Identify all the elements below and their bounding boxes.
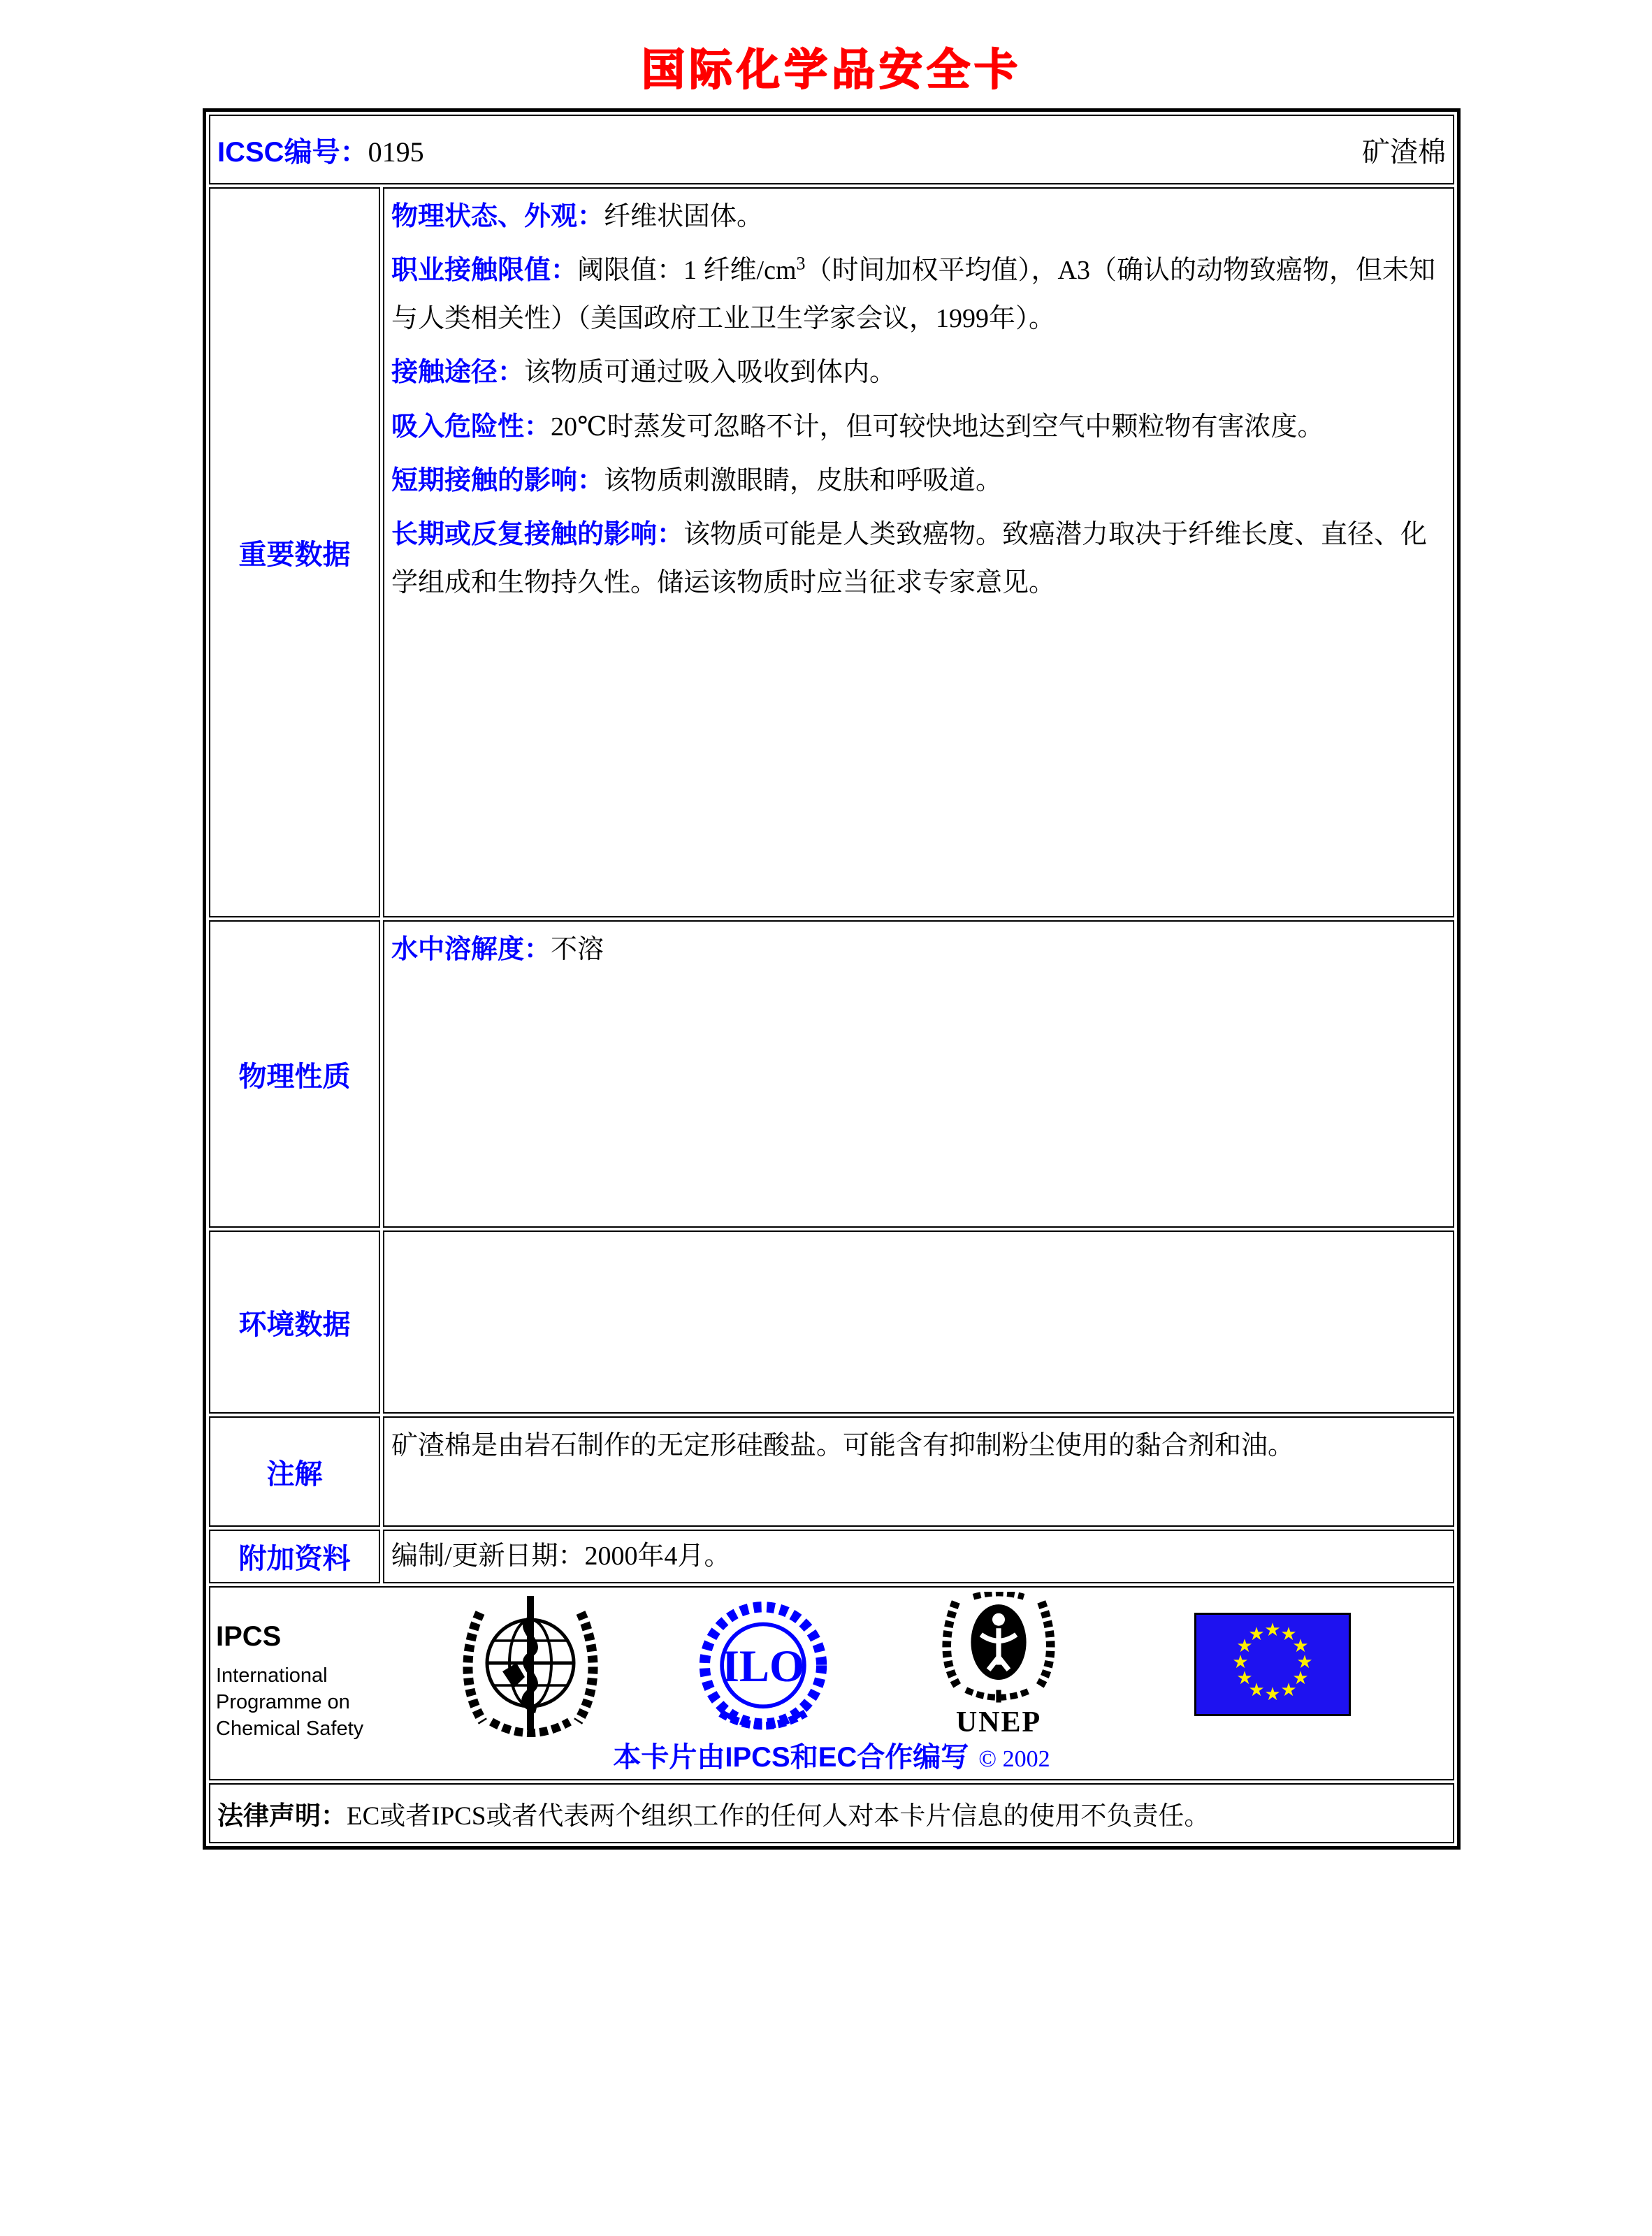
svg-text:★: ★ [1264,1684,1281,1706]
eu-flag-icon [1194,1613,1351,1716]
ilo-logo-icon [697,1602,829,1742]
field-label: 长期或反复接触的影响： [391,519,684,549]
header-row [209,115,1454,184]
svg-text:★: ★ [1280,1680,1297,1701]
additional-info-text: 编制/更新日期：2000年4月。 [391,1541,731,1571]
superscript-3: 3 [796,253,806,274]
notes-text: 矿渣棉是由岩石制作的无定形硅酸盐。可能含有抑制粉尘使用的黏合剂和油。 [391,1431,1295,1460]
unep-logo [936,1592,1062,1739]
svg-text:★: ★ [1248,1680,1265,1701]
notes-content [383,1416,1454,1527]
who-logo-icon [461,1593,600,1748]
icsc-number-label: ICSC编号： [217,136,368,168]
legal-label: 法律声明： [217,1801,347,1831]
ipcs-line: Programme on [216,1691,350,1714]
svg-text:★: ★ [1236,1668,1253,1690]
row-label-physical-properties: 物理性质 [209,920,380,1228]
field-occupational-exposure-limits [391,247,1446,343]
field-label: 接触途径： [391,358,525,388]
field-label: 物理状态、外观： [391,202,604,231]
field-value-pre: 阈限值：1 纤维/cm [577,256,797,286]
ipcs-line: Chemical Safety [216,1718,364,1741]
row-label-additional-info: 附加资料 [209,1530,380,1583]
svg-text:★: ★ [1248,1624,1265,1646]
icsc-number-group [217,130,424,170]
row-label-important-data: 重要数据 [209,187,380,917]
svg-text:★: ★ [1232,1652,1249,1674]
svg-text:★: ★ [1264,1620,1281,1641]
important-data-content [383,187,1454,917]
field-value: 纤维状固体。 [604,202,764,231]
svg-text:★: ★ [1292,1636,1309,1657]
svg-text:★: ★ [1236,1636,1253,1657]
field-inhalation-risk [391,403,1446,451]
ipcs-text-block [216,1621,363,1742]
field-short-term-effects [391,457,1446,505]
legal-notice-row [209,1783,1454,1843]
svg-text:★: ★ [1280,1624,1297,1646]
page-title: 国际化学品安全卡 [641,47,1022,94]
ipcs-line: International [216,1664,328,1687]
field-value: 不溶 [551,935,604,964]
unep-logo-icon [936,1592,1062,1706]
field-exposure-routes [391,349,1446,397]
legal-text: EC或者IPCS或者代表两个组织工作的任何人对本卡片信息的使用不负责任。 [347,1802,1210,1831]
field-long-term-effects [391,511,1446,607]
caption-text: 本卡片由IPCS和EC合作编写 [613,1742,969,1773]
cooperation-caption [210,1735,1453,1775]
logos-row [209,1586,1454,1780]
field-label: 短期接触的影响： [391,465,604,495]
field-value-post: （时间加权平均值），A3（确认的动物致癌物，但未知与人类相关性）（美国政府工业卫生学家会议，1999年）。 [391,256,1435,334]
svg-text:★: ★ [1296,1652,1313,1674]
copyright-text: © 2002 [978,1746,1050,1773]
ilo-letters: ILO [721,1641,805,1692]
field-label: 职业接触限值： [391,256,578,286]
field-label: 吸入危险性： [391,412,551,442]
field-label: 水中溶解度： [391,935,551,964]
svg-text:★: ★ [1292,1668,1309,1690]
icsc-number-value: 0195 [368,136,424,168]
field-value: 20℃时蒸发可忽略不计，但可较快地达到空气中颗粒物有害浓度。 [551,412,1324,442]
row-label-environmental-data: 环境数据 [209,1230,380,1414]
field-physical-state [391,193,1446,241]
environmental-data-content [383,1230,1454,1414]
field-water-solubility [391,926,1446,974]
field-value: 该物质刺激眼睛，皮肤和呼吸道。 [604,465,1003,495]
ipcs-name: IPCS [216,1621,282,1653]
additional-info-content [383,1530,1454,1583]
field-value: 该物质可通过吸入吸收到体内。 [524,358,897,388]
icsc-card-table [203,108,1461,1850]
field-value: 该物质可能是人类致癌物。致癌潜力取决于纤维长度、直径、化学组成和生物持久性。储运该物质时应当征求专家意见。 [391,519,1428,598]
row-label-notes: 注解 [209,1416,380,1527]
physical-properties-content [383,920,1454,1228]
unep-wordmark: UNEP [955,1706,1042,1739]
substance-name: 矿渣棉 [1362,136,1446,168]
